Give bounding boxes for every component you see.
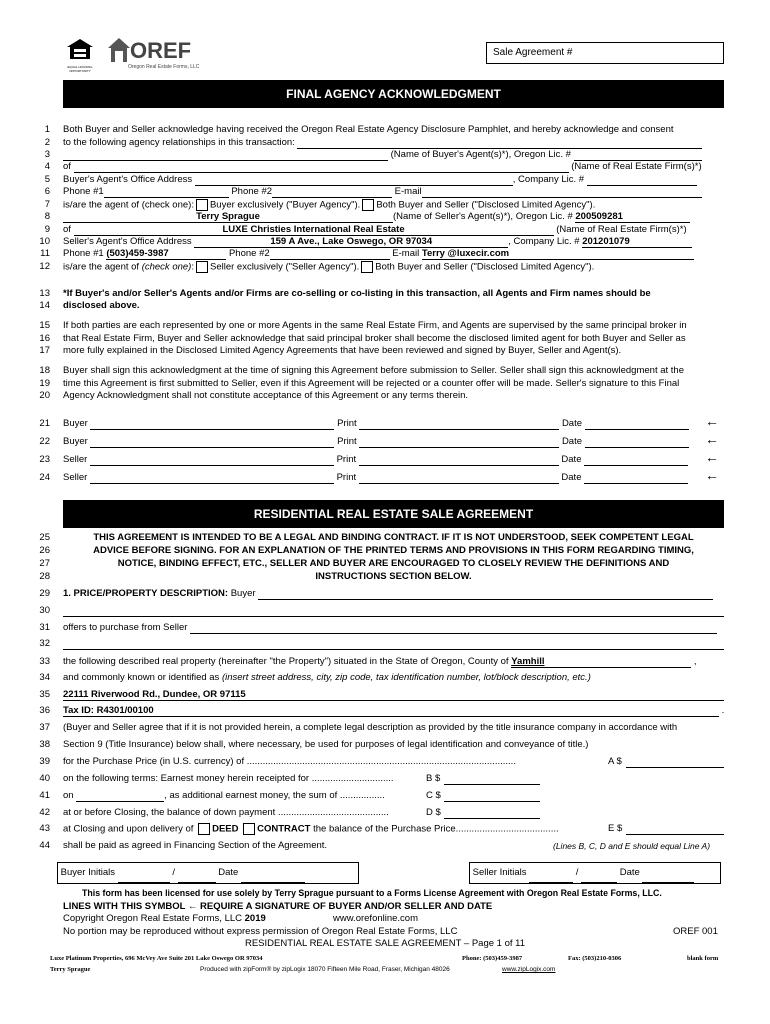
line-9-of: of [63, 224, 71, 235]
line-33: the following described real property (hereinafter "the Property") situated in the State of Oregon, County of Yamhill , [63, 656, 697, 667]
buyer-phone1-field[interactable] [104, 186, 229, 198]
signature-line-21 [63, 413, 724, 430]
line-number: 5 [44, 174, 50, 185]
line-19: time this Agreement is first submitted to Seller, even if this Agreement will be rejected or a counter offer will be made. Seller's signature to this Final [63, 378, 680, 389]
line-number: 21 [39, 418, 50, 429]
line-number: 28 [39, 571, 50, 582]
line-13: *If Buyer's and/or Seller's Agents and/or Firms are co-selling or co-listing in this transaction, all Agents and Firm names should be [63, 288, 651, 299]
line-number: 3 [44, 149, 50, 160]
line-number: 32 [39, 638, 50, 649]
line-number: 30 [39, 605, 50, 616]
ziplogix-link[interactable]: www.zipLogix.com [502, 966, 556, 973]
logo-text: OREF [130, 38, 192, 63]
line-5-text: Buyer's Agent's Office Address [63, 174, 193, 185]
office-address: Luxe Platinum Properties, 696 McVey Ave Suite 201 Lake Oswego OR 97034 [50, 955, 263, 962]
license-notice: This form has been licensed for use solely by Terry Sprague pursuant to a Forms License Agreement with Oregon Real Estate Forms, LLC. [82, 888, 662, 898]
seller-initials-label: Seller Initials [472, 867, 527, 878]
email-label: E-mail [394, 186, 422, 197]
line-41-text: , as additional earnest money, the sum of ................. [164, 790, 385, 801]
line-31 [63, 622, 724, 634]
line-number: 34 [39, 672, 50, 683]
seller-date-field[interactable] [584, 472, 688, 484]
produced-with: Produced with zipForm® by zipLogix 18070 Fifteen Mile Road, Fraser, Michigan 48026 [200, 966, 450, 973]
line-number: 33 [39, 656, 50, 667]
line-28: INSTRUCTIONS SECTION BELOW. [315, 571, 472, 582]
seller-signature-field[interactable] [90, 454, 334, 466]
signature-line-23 [63, 449, 724, 466]
seller-company-lic-field[interactable] [582, 236, 692, 248]
seller-name-field[interactable] [190, 622, 717, 634]
buyer-dual-checkbox[interactable] [362, 199, 374, 211]
buyer-date-field[interactable] [585, 436, 689, 448]
line-7 [63, 199, 724, 212]
line-number: 14 [39, 300, 50, 311]
line-29 [63, 588, 724, 600]
line-34-text: and commonly known or identified as [63, 672, 220, 683]
office-line [50, 955, 730, 962]
line-number: 11 [40, 248, 50, 259]
office-fax: Fax: (503)210-0306 [568, 955, 622, 962]
line-3 [63, 149, 724, 161]
line-number: 26 [39, 545, 50, 556]
line-4-of: of [63, 161, 71, 172]
line-number: 18 [39, 365, 50, 376]
form-code: OREF 001 [673, 926, 718, 937]
seller-phone1-field[interactable] [106, 248, 226, 260]
seller-initials-date[interactable] [642, 870, 694, 883]
seller-company-lic: 201201079 [582, 236, 630, 247]
line-18: Buyer shall sign this acknowledgment at the time of signing this Agreement before submission to Seller. Seller shall sign this acknowledgment at the [63, 365, 684, 376]
tax-id-field[interactable] [63, 705, 719, 717]
page-title: RESIDENTIAL REAL ESTATE SALE AGREEMENT – Page 1 of 11 [244, 938, 525, 949]
seller-phone2-label: Phone #2 [228, 248, 270, 259]
line-6 [63, 186, 724, 198]
line-number: 35 [39, 689, 50, 700]
line-number: 38 [39, 739, 50, 750]
line-12: is/are the agent of (check one): Seller exclusively ("Seller Agency"). Both Buyer and Seller ("Disclosed Limited Agency"). [63, 261, 595, 273]
amount-c-label: C $ [426, 790, 441, 801]
line-number: 39 [39, 756, 50, 767]
line-number: 2 [44, 137, 50, 148]
line-25: THIS AGREEMENT IS INTENDED TO BE A LEGAL AND BINDING CONTRACT. IF IT IS NOT UNDERSTOOD, SEEK COMPETENT LEGAL [93, 532, 694, 543]
buyer-print-field[interactable] [359, 436, 559, 448]
line-number: 1 [44, 124, 50, 135]
line-number: 43 [39, 823, 50, 834]
buyer-agent-name-field[interactable] [63, 149, 388, 161]
seller-exclusive-label: Seller exclusively ("Seller Agency"). [209, 261, 360, 273]
line-number: 16 [39, 333, 50, 344]
seller-email-label: E-mail [392, 248, 420, 259]
line-39-text: for the Purchase Price (in U.S. currency) of ...................................................................................................... [63, 756, 516, 767]
buyer-agent-lic-field[interactable] [574, 149, 702, 161]
seller-email: Terry @luxecir.com [421, 248, 510, 259]
seller-signature-field[interactable] [90, 472, 334, 484]
address-field[interactable] [63, 689, 724, 701]
line-8-text: (Name of Seller's Agent(s)*), Oregon Lic. # [393, 211, 573, 222]
copyright-line [63, 913, 419, 924]
line-27: NOTICE, BINDING EFFECT, ETC., SELLER AND BUYER ARE ENCOURAGED TO CLOSELY REVIEW THE DEFINITIONS AND [117, 558, 670, 569]
line-number: 22 [39, 436, 50, 447]
line-10 [63, 236, 724, 248]
signature-line-22 [63, 431, 724, 448]
line-number: 12 [39, 261, 50, 272]
seller-initials-2[interactable] [581, 870, 617, 883]
phone2-label: Phone #2 [231, 186, 273, 197]
date-label: Date [561, 472, 582, 483]
seller-print-field[interactable] [359, 454, 559, 466]
line-44 [63, 840, 724, 852]
deed-checkbox[interactable] [198, 823, 210, 835]
amount-e-field[interactable] [626, 823, 724, 835]
line-2-text: to the following agency relationships in this transaction: [63, 137, 295, 148]
symbol-notice: LINES WITH THIS SYMBOL ← REQUIRE A SIGNATURE OF BUYER AND/OR SELLER AND DATE [63, 901, 493, 912]
line-2 [63, 137, 724, 149]
buyer-name-field-2[interactable] [63, 605, 724, 617]
seller-agent-lic: 200509281 [575, 211, 623, 222]
final-agency-banner: FINAL AGENCY ACKNOWLEDGMENT [63, 80, 724, 108]
line-37: (Buyer and Seller agree that if it is not provided herein, a complete legal description as provided by the title insurance company in accordance with [63, 722, 678, 733]
copyright-year: 2019 [244, 913, 266, 924]
address-value: 22111 Riverwood Rd., Dundee, OR 97115 [63, 689, 246, 700]
amount-b-field[interactable] [444, 773, 540, 785]
line-32 [63, 638, 724, 650]
print-label: Print [337, 436, 357, 447]
sale-agreement-label: Sale Agreement # [493, 47, 573, 58]
line-41-on: on [63, 790, 74, 801]
amount-a-field[interactable] [626, 756, 724, 768]
line-number: 25 [39, 532, 50, 543]
signature-line-24 [63, 467, 724, 484]
logo-subtitle: Oregon Real Estate Forms, LLC [128, 64, 200, 70]
line-10-lic: , Company Lic. # [508, 236, 580, 247]
line-number: 37 [39, 722, 50, 733]
line-34 [63, 672, 724, 684]
line-number: 10 [39, 236, 50, 247]
line-number: 8 [44, 211, 50, 222]
line-number: 7 [44, 199, 50, 210]
line-number: 44 [39, 840, 50, 851]
line-41 [63, 790, 724, 802]
line-number: 40 [39, 773, 50, 784]
line-42-text: at or before Closing, the balance of down payment .......................................... [63, 807, 389, 818]
line-3-text: (Name of Buyer's Agent(s)*), Oregon Lic. # [390, 149, 571, 160]
line-30 [63, 605, 724, 617]
line-number: 6 [44, 186, 50, 197]
tax-id-value: Tax ID: R4301/00100 [63, 705, 154, 716]
date-label: Date [561, 454, 582, 465]
line-20: Agency Acknowledgment shall not constitute acceptance of this Agreement or any terms therein. [63, 390, 469, 401]
line-5 [63, 174, 724, 186]
buyer-dual-label: Both Buyer and Seller ("Disclosed Limited Agency"). [376, 199, 596, 211]
amount-e-label: E $ [608, 823, 623, 834]
amount-d-field[interactable] [444, 807, 540, 819]
seller-signature-label: Seller [63, 472, 88, 483]
seller-initials-slash: / [575, 867, 579, 878]
signature-required-arrow-icon: ← [705, 467, 719, 483]
seller-phone1-label: Phone #1 [63, 248, 104, 259]
line-34-hint: (insert street address, city, zip code, tax identification number, lot/block description, etc.) [221, 672, 591, 683]
line-number: 4 [44, 161, 50, 172]
no-portion-notice: No portion may be reproduced without express permission of Oregon Real Estate Forms, LLC [63, 926, 458, 937]
seller-agent-name: Terry Sprague [196, 211, 260, 222]
date-label: Date [561, 418, 583, 429]
line-11 [63, 248, 724, 260]
buyer-date-field[interactable] [585, 418, 689, 430]
buyer-initials-date[interactable] [241, 870, 305, 883]
copyright-text: Copyright Oregon Real Estate Forms, LLC [63, 913, 242, 924]
line-17: more fully explained in the Disclosed Limited Agency Agreements that have been reviewed and signed by Buyer, Seller and Agent(s). [63, 345, 622, 356]
eho-text: EQUAL HOUSING OPPORTUNITY [67, 65, 93, 73]
buyer-exclusive-checkbox[interactable] [196, 199, 208, 211]
county-value: Yamhill [511, 656, 545, 667]
seller-firm-name: LUXE Christies International Real Estate [222, 224, 405, 235]
price-section-title: 1. PRICE/PROPERTY DESCRIPTION: [63, 588, 229, 599]
buyer-signature-label: Buyer [63, 436, 88, 447]
seller-exclusive-checkbox[interactable] [196, 261, 208, 273]
seller-print-field[interactable] [359, 472, 559, 484]
line-5-lic: , Company Lic. # [512, 174, 585, 185]
seller-email-field[interactable] [422, 248, 694, 260]
print-label: Print [336, 472, 357, 483]
buyer-initials-2[interactable] [178, 870, 216, 883]
line-31-text: offers to purchase from Seller [63, 622, 188, 633]
line-10-text: Seller's Agent's Office Address [63, 236, 192, 247]
line-number: 27 [39, 558, 50, 569]
signature-required-arrow-icon: ← [705, 449, 719, 465]
signature-required-arrow-icon: ← [705, 431, 719, 447]
buyer-email-field[interactable] [422, 186, 702, 198]
line-number: 23 [39, 454, 50, 465]
line-43-balance: the balance of the Purchase Price....................................... [313, 823, 559, 835]
agent-name: Terry Sprague [50, 966, 91, 973]
buyer-initials-box[interactable] [57, 862, 359, 884]
line-42 [63, 807, 724, 819]
buyer-firm-field[interactable] [74, 161, 569, 173]
line-4 [63, 161, 724, 173]
line-39 [63, 756, 724, 768]
office-phone: Phone: (503)459-3987 [462, 955, 523, 962]
contract-label: CONTRACT [257, 823, 311, 835]
contract-checkbox[interactable] [243, 823, 255, 835]
line-number: 41 [39, 790, 50, 801]
seller-phone2-field[interactable] [270, 248, 390, 260]
line-9-text: (Name of Real Estate Firm(s)*) [556, 224, 687, 235]
line-40 [63, 773, 724, 785]
amount-a-label: A $ [608, 756, 622, 767]
line-number: 20 [39, 390, 50, 401]
line-12-text: is/are the agent of [63, 261, 140, 273]
line-16: that Real Estate Firm, Buyer and Seller acknowledge that said principal broker shall become the disclosed limited agent for both Buyer and Seller as [63, 333, 686, 344]
line-number: 19 [39, 378, 50, 389]
seller-agent-lic-field[interactable] [575, 211, 690, 223]
buyer-name-field[interactable] [258, 588, 713, 600]
line-4-text: (Name of Real Estate Firm(s)*) [571, 161, 702, 172]
seller-dual-label: Both Buyer and Seller ("Disclosed Limited Agency"). [375, 261, 595, 273]
sale-agreement-banner: RESIDENTIAL REAL ESTATE SALE AGREEMENT [63, 500, 724, 528]
line-35 [63, 689, 724, 701]
website-text: www.orefonline.com [333, 913, 419, 924]
line-number: 24 [39, 472, 50, 483]
amount-d-label: D $ [426, 807, 441, 818]
line-12-check: (check one) [141, 261, 192, 273]
line-number: 29 [39, 588, 50, 599]
line-number: 17 [39, 345, 50, 356]
line-number: 13 [39, 288, 50, 299]
line-44-note: (Lines B, C, D and E should equal Line A) [553, 841, 711, 851]
buyer-company-lic-field[interactable] [587, 174, 697, 186]
line-number: 9 [44, 224, 50, 235]
oref-logo [106, 36, 200, 72]
buyer-signature-field[interactable] [90, 418, 334, 430]
amount-b-label: B $ [426, 773, 441, 784]
county-field[interactable] [511, 656, 691, 668]
producer-line [50, 966, 730, 973]
line-38: Section 9 (Title Insurance) below shall, where necessary, be used for purposes of legal identification and conveyance of title.) [63, 739, 589, 750]
seller-office-address-field[interactable] [194, 236, 508, 248]
buyer-signature-label: Buyer [63, 418, 88, 429]
print-label: Print [337, 418, 357, 429]
buyer-initials-date-label: Date [218, 867, 239, 878]
seller-initials-box[interactable] [469, 862, 721, 884]
seller-initials-1[interactable] [529, 870, 573, 883]
buyer-initials-slash: / [172, 867, 175, 878]
buyer-initials-label: Buyer Initials [60, 867, 116, 878]
buyer-initials-1[interactable] [118, 870, 170, 883]
seller-dual-checkbox[interactable] [361, 261, 373, 273]
buyer-signature-field[interactable] [90, 436, 334, 448]
seller-phone1: (503)459-3987 [106, 248, 169, 259]
line-number: 42 [39, 807, 50, 818]
line-43-text: at Closing and upon delivery of [63, 823, 194, 835]
line-14: disclosed above. [63, 300, 140, 311]
seller-office-address: 159 A Ave., Lake Oswego, OR 97034 [270, 236, 433, 247]
seller-name-field-2[interactable] [63, 638, 724, 650]
line-33-text: the following described real property (hereinafter "the Property") situated in the State of Oregon, County of [63, 656, 509, 667]
line-8 [63, 211, 724, 223]
line-9 [63, 224, 724, 236]
buyer-office-address-field[interactable] [195, 174, 513, 186]
date-label: Date [561, 436, 583, 447]
buyer-exclusive-label: Buyer exclusively ("Buyer Agency"). [209, 199, 361, 211]
line-36: Tax ID: R4301/00100 . [63, 705, 725, 716]
buyer-phone2-field[interactable] [272, 186, 392, 198]
buyer-label: Buyer [230, 588, 256, 599]
seller-signature-label: Seller [63, 454, 88, 465]
line-26: ADVICE BEFORE SIGNING. FOR AN EXPLANATION OF THE PRINTED TERMS AND PROVISIONS IN THIS FORM REGARDING TIMING, [93, 545, 694, 556]
seller-firm-field[interactable] [74, 224, 554, 236]
phone1-label: Phone #1 [63, 186, 104, 197]
seller-initials-date-label: Date [619, 867, 640, 878]
amount-c-field[interactable] [444, 790, 540, 802]
earnest-date-field[interactable] [76, 790, 164, 802]
line-44-text: shall be paid as agreed in Financing Section of the Agreement. [63, 840, 328, 851]
seller-agent-name-field[interactable] [63, 211, 393, 223]
equal-housing-logo [66, 38, 94, 73]
signature-required-arrow-icon: ← [705, 413, 719, 429]
line-7-text: is/are the agent of (check one): [63, 199, 194, 211]
line-number: 31 [39, 622, 50, 633]
line-number: 36 [39, 705, 50, 716]
deed-label: DEED [212, 823, 239, 835]
line-43 [63, 823, 724, 836]
seller-date-field[interactable] [584, 454, 688, 466]
sale-agreement-box[interactable] [486, 42, 724, 64]
print-label: Print [336, 454, 357, 465]
line-number: 15 [39, 320, 50, 331]
line-40-text: on the following terms: Earnest money herein receipted for ............................... [63, 773, 394, 784]
agency-field-2[interactable] [297, 137, 702, 149]
line-15: If both parties are each represented by one or more Agents in the same Real Estate Firm, and Agents are supervised by the same principal broker in [63, 320, 687, 331]
blank-form-label: blank form [687, 955, 719, 962]
buyer-print-field[interactable] [359, 418, 559, 430]
line-1: Both Buyer and Seller acknowledge having received the Oregon Real Estate Agency Disclosure Pamphlet, and hereby acknowledge and consent [63, 124, 674, 135]
